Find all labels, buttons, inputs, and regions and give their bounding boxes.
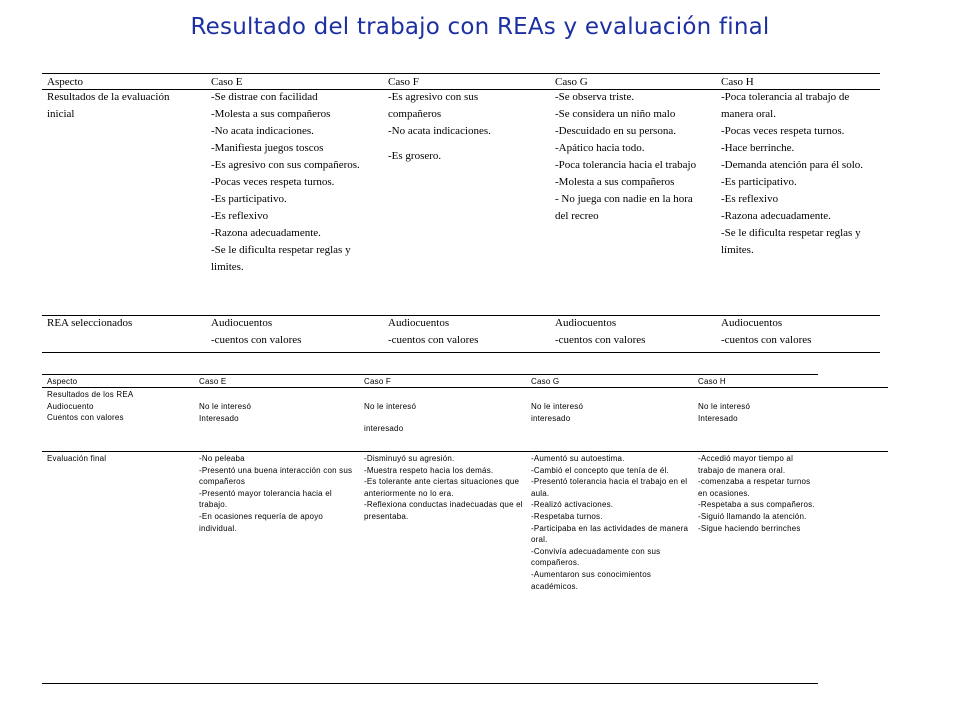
- table-2-cell-results-caso-h: No le interesó Interesado: [698, 402, 751, 423]
- page-title: Resultado del trabajo con REAs y evaluación final: [190, 14, 770, 40]
- table-2-cell-final-caso-f: -Disminuyó su agresión. -Muestra respeto hacia los demás. -Es tolerante ante ciertas situaciones que anteriormente no lo era. -Reflexiona conductas inadecuadas que el presentaba.: [364, 454, 523, 521]
- table-1-header-caso-f: Caso F: [388, 76, 419, 88]
- table-1-row-label-initial: Resultados de la evaluación inicial: [47, 91, 170, 120]
- table-1-cell-rea-caso-h: Audiocuentos -cuentos con valores: [721, 317, 812, 346]
- table-2-cell-results-caso-f-extra: interesado: [364, 424, 404, 433]
- table-1-cell-initial-caso-f: -Es agresivo con sus compañeros -No acata indicaciones.: [388, 91, 491, 137]
- table-1-cell-rea-caso-f: Audiocuentos -cuentos con valores: [388, 317, 479, 346]
- table-1-cell-rea-caso-e: Audiocuentos -cuentos con valores: [211, 317, 302, 346]
- table-1-top-rule: [42, 73, 880, 74]
- table-1-header-caso-e: Caso E: [211, 76, 243, 88]
- table-2-header-caso-f: Caso F: [364, 377, 391, 386]
- table-2-row-label-results: Resultados de los REA Audiocuento Cuentos con valores: [47, 390, 134, 423]
- table-1-header-caso-h: Caso H: [721, 76, 754, 88]
- table-1-header-aspecto: Aspecto: [47, 76, 84, 88]
- table-2-cell-results-caso-e: No le interesó Interesado: [199, 402, 252, 423]
- table-2-header-caso-h: Caso H: [698, 377, 726, 386]
- table-2-header-aspecto: Aspecto: [47, 377, 78, 386]
- table-1-cell-initial-caso-g: -Se observa triste. -Se considera un niño malo -Descuidado en su persona. -Apático hacia todo. -Poca tolerancia hacia el trabajo -Molesta a sus compañeros - No juega con nadie en la hora del recreo: [555, 91, 697, 222]
- table-1-bottom-rule: [42, 352, 880, 353]
- table-2-row-label-final: Evaluación final: [47, 454, 107, 463]
- table-1-cell-initial-caso-f-extra: -Es grosero.: [388, 150, 442, 162]
- table-2-header-caso-g: Caso G: [531, 377, 560, 386]
- table-1-cell-rea-caso-g: Audiocuentos -cuentos con valores: [555, 317, 646, 346]
- table-1-cell-initial-caso-e: -Se distrae con facilidad -Molesta a sus compañeros -No acata indicaciones. -Manifiesta juegos toscos -Es agresivo con sus compañeros. -Pocas veces respeta turnos. -Es participativo. -Es reflexivo -Razona adecuadamente. -Se le dificulta respetar reglas y limites.: [211, 91, 360, 273]
- table-2-cell-final-caso-g: -Aumentó su autoestima. -Cambió el concepto que tenía de él. -Presentó tolerancia hacia el trabajo en el aula. -Realizó activaciones. -Respetaba turnos. -Participaba en las actividades de manera oral. -Convivía adecuadamente con sus compañeros. -Aumentaron sus conocimientos académicos.: [531, 454, 689, 591]
- table-2-cell-results-caso-g: No le interesó interesado: [531, 402, 584, 423]
- table-2-cell-final-caso-e: -No peleaba -Presentó una buena interacción con sus compañeros -Presentó mayor tolerancia hacia el trabajo. -En ocasiones requería de apoyo individual.: [199, 454, 353, 533]
- table-2-cell-final-caso-h: -Accedió mayor tiempo al trabajo de manera oral. -comenzaba a respetar turnos en ocasiones. -Respetaba a sus compañeros. -Siguió llamando la atención. -Sigue haciendo berrinches: [698, 454, 815, 533]
- table-2-header-caso-e: Caso E: [199, 377, 227, 386]
- table-1-row-label-rea: REA seleccionados: [47, 317, 133, 329]
- table-2-top-rule: [42, 374, 818, 375]
- table-2-bottom-rule: [42, 683, 818, 684]
- table-2-header-rule: [42, 387, 888, 388]
- table-1-header-caso-g: Caso G: [555, 76, 588, 88]
- table-2-cell-results-caso-f: No le interesó: [364, 402, 417, 411]
- table-2-final-rule: [42, 451, 888, 452]
- table-1-cell-initial-caso-h: -Poca tolerancia al trabajo de manera oral. -Pocas veces respeta turnos. -Hace berrinche. -Demanda atención para él solo. -Es participativo. -Es reflexivo -Razona adecuadamente. -Se le dificulta respetar reglas y límites.: [721, 91, 864, 256]
